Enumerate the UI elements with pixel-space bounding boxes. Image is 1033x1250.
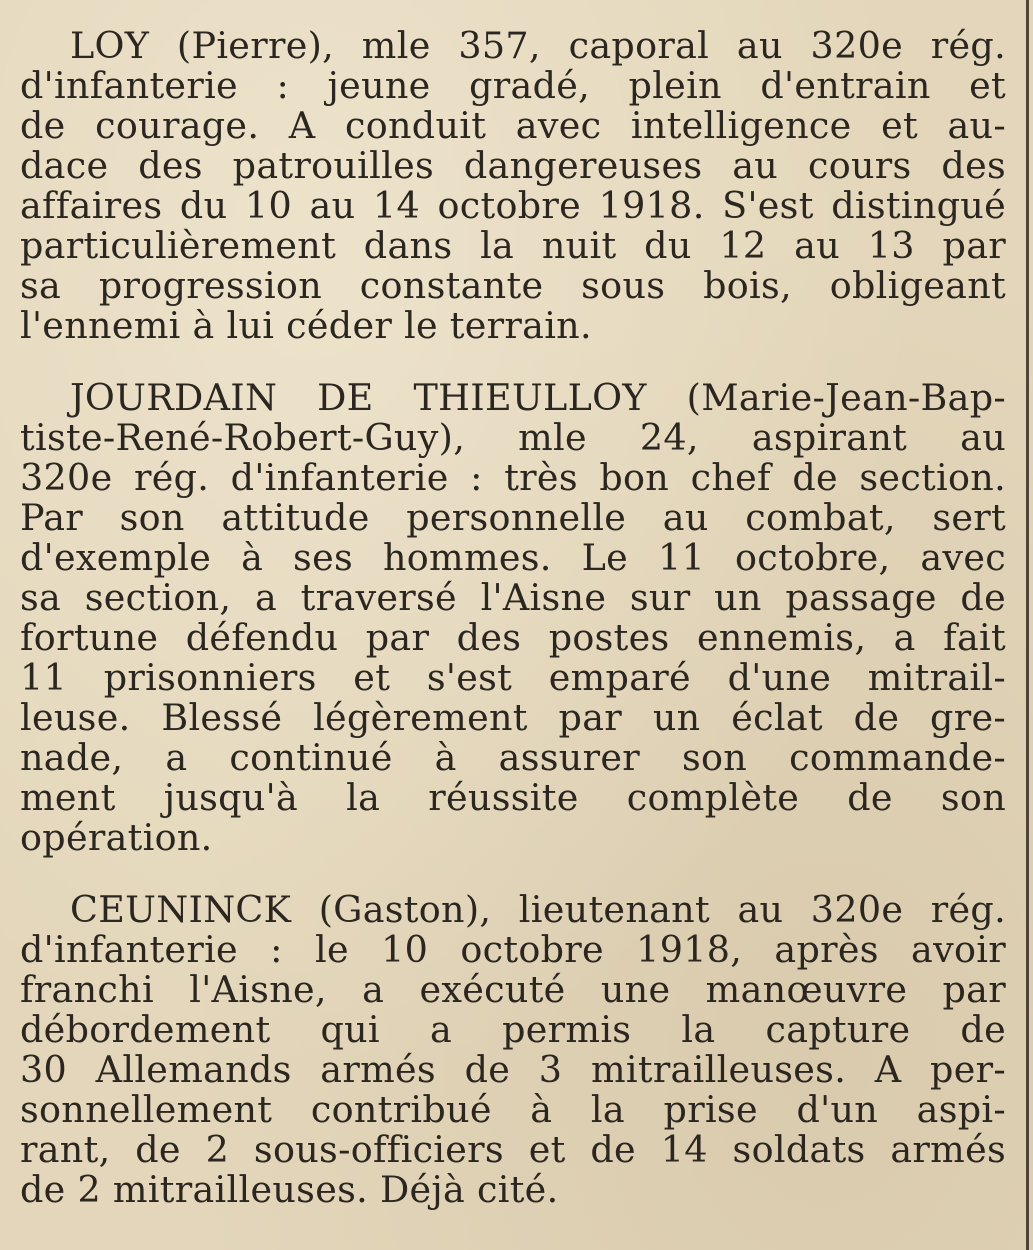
- text-line: leuse. Blessé légèrement par un éclat de gre-: [20, 696, 1006, 739]
- text-line: de 2 mitrailleuses. Déjà cité.: [20, 1168, 559, 1211]
- text-line: 320e rég. d'infanterie : très bon chef de section.: [20, 456, 1006, 499]
- text-line: franchi l'Aisne, a exécuté une manœuvre par: [20, 968, 1006, 1011]
- text-column: [20, 26, 1006, 1242]
- text-line: dace des patrouilles dangereuses au cours des: [20, 144, 1006, 187]
- text-line: tiste-René-Robert-Guy), mle 24, aspirant au: [20, 416, 1006, 459]
- text-line: CEUNINCK (Gaston), lieutenant au 320e rég.: [70, 888, 1006, 931]
- citation-loy: [20, 26, 1006, 346]
- text-line: opération.: [20, 816, 213, 859]
- text-line: LOY (Pierre), mle 357, caporal au 320e rég.: [70, 24, 1006, 67]
- citation-ceuninck: [20, 890, 1006, 1210]
- text-line: débordement qui a permis la capture de: [20, 1008, 1006, 1051]
- text-line: 11 prisonniers et s'est emparé d'une mitrail-: [20, 656, 1006, 699]
- text-line: rant, de 2 sous-officiers et de 14 soldats armés: [20, 1128, 1006, 1171]
- text-line: d'infanterie : le 10 octobre 1918, après avoir: [20, 928, 1006, 971]
- text-line: fortune défendu par des postes ennemis, a fait: [20, 616, 1006, 659]
- text-line: Par son attitude personnelle au combat, sert: [20, 496, 1006, 539]
- text-line: sa progression constante sous bois, obligeant: [20, 264, 1006, 307]
- text-line: nade, a continué à assurer son commande-: [20, 736, 1006, 779]
- text-line: JOURDAIN DE THIEULLOY (Marie-Jean-Bap-: [70, 376, 1006, 419]
- citation-jourdain-de-thieulloy: [20, 378, 1006, 858]
- text-line: d'exemple à ses hommes. Le 11 octobre, avec: [20, 536, 1006, 579]
- text-line: 30 Allemands armés de 3 mitrailleuses. A per-: [20, 1048, 1006, 1091]
- text-line: affaires du 10 au 14 octobre 1918. S'est distingué: [20, 184, 1006, 227]
- text-line: sonnellement contribué à la prise d'un aspi-: [20, 1088, 1006, 1131]
- text-line: de courage. A conduit avec intelligence et au-: [20, 104, 1006, 147]
- text-line: sa section, a traversé l'Aisne sur un passage de: [20, 576, 1006, 619]
- text-line: d'infanterie : jeune gradé, plein d'entrain et: [20, 64, 1006, 107]
- text-line: particulièrement dans la nuit du 12 au 13 par: [20, 224, 1006, 267]
- column-rule: [1026, 0, 1029, 1250]
- text-line: ment jusqu'à la réussite complète de son: [20, 776, 1006, 819]
- text-line: l'ennemi à lui céder le terrain.: [20, 304, 592, 347]
